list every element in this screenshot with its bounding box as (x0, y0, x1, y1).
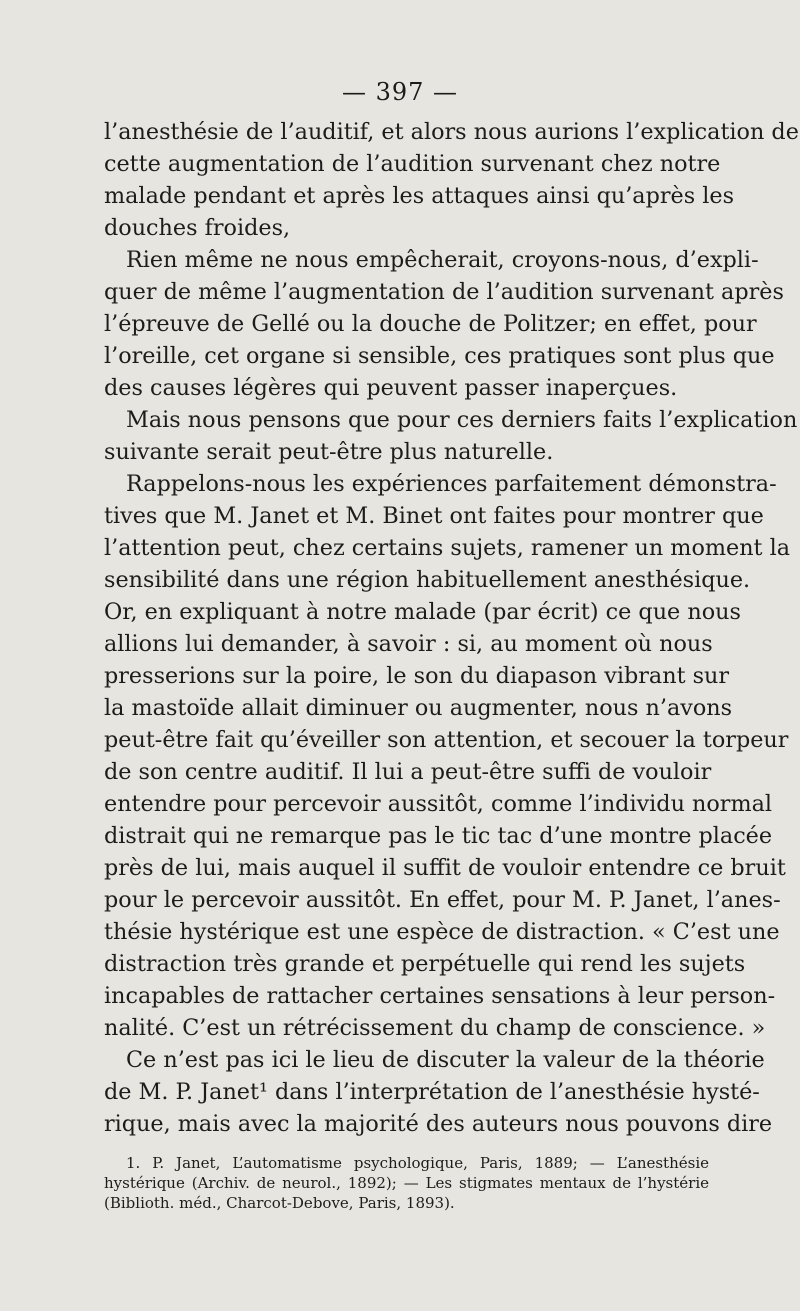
text-line: Rappelons-nous les expériences parfaitement démonstra- (126, 471, 777, 497)
text-line: pour le percevoir aussitôt. En effet, pour M. P. Janet, l’anes- (104, 887, 781, 913)
footnote-line: (Biblioth. méd., Charcot-Debove, Paris, 1893). (104, 1194, 455, 1212)
text-line: peut-être fait qu’éveiller son attention, et secouer la torpeur (104, 727, 789, 753)
text-line: l’anesthésie de l’auditif, et alors nous aurions l’explication de (104, 119, 799, 145)
text-line: presserions sur la poire, le son du diapason vibrant sur (104, 663, 730, 689)
text-line: thésie hystérique est une espèce de distraction. « C’est une (104, 919, 780, 945)
text-line: l’attention peut, chez certains sujets, ramener un moment la (104, 535, 791, 561)
text-line: quer de même l’augmentation de l’audition survenant après (104, 279, 784, 305)
text-line: rique, mais avec la majorité des auteurs nous pouvons dire (104, 1111, 773, 1137)
text-line: des causes légères qui peuvent passer inaperçues. (104, 375, 678, 401)
body-text (104, 116, 799, 1140)
text-line: incapables de rattacher certaines sensations à leur person- (104, 983, 776, 1009)
text-line: la mastoïde allait diminuer ou augmenter, nous n’avons (104, 695, 733, 721)
text-line: douches froides, (104, 215, 291, 241)
footnote-line: hystérique (Archiv. de neurol., 1892); — Les stigmates mentaux de l’hystérie (104, 1174, 709, 1192)
text-line: Mais nous pensons que pour ces derniers faits l’explication (126, 407, 798, 433)
text-line: de son centre auditif. Il lui a peut-être suffi de vouloir (104, 759, 712, 785)
text-line: sensibilité dans une région habituellement anesthésique. (104, 567, 751, 593)
paragraph (104, 404, 798, 468)
text-line: Ce n’est pas ici le lieu de discuter la valeur de la théorie (126, 1047, 765, 1073)
text-line: distraction très grande et perpétuelle qui rend les sujets (104, 951, 746, 977)
paragraph (104, 468, 791, 1044)
page-number: — 397 — (341, 78, 459, 106)
text-line: allions lui demander, à savoir : si, au moment où nous (104, 631, 713, 657)
text-line: Or, en expliquant à notre malade (par écrit) ce que nous (104, 599, 741, 625)
text-line: cette augmentation de l’audition survenant chez notre (104, 151, 721, 177)
text-line: l’épreuve de Gellé ou la douche de Politzer; en effet, pour (104, 311, 757, 337)
paragraph (104, 116, 799, 244)
text-line: de M. P. Janet¹ dans l’interprétation de l’anesthésie hysté- (104, 1079, 760, 1105)
text-line: malade pendant et après les attaques ainsi qu’après les (104, 183, 735, 209)
text-line: près de lui, mais auquel il suffit de vouloir entendre ce bruit (104, 855, 786, 881)
text-line: l’oreille, cet organe si sensible, ces pratiques sont plus que (104, 343, 775, 369)
paragraph (104, 1044, 773, 1140)
paragraph (104, 244, 784, 404)
footnote-line: 1. P. Janet, L’automatisme psychologique, Paris, 1889; — L’anesthésie (126, 1154, 709, 1172)
footnote (104, 1153, 709, 1213)
text-line: Rien même ne nous empêcherait, croyons-nous, d’expli- (126, 247, 759, 273)
text-line: suivante serait peut-être plus naturelle. (104, 439, 554, 465)
text-line: distrait qui ne remarque pas le tic tac d’une montre placée (104, 823, 773, 849)
text-line: tives que M. Janet et M. Binet ont faites pour montrer que (104, 503, 764, 529)
text-line: entendre pour percevoir aussitôt, comme l’individu normal (104, 791, 773, 817)
text-line: nalité. C’est un rétrécissement du champ de conscience. » (104, 1015, 766, 1041)
